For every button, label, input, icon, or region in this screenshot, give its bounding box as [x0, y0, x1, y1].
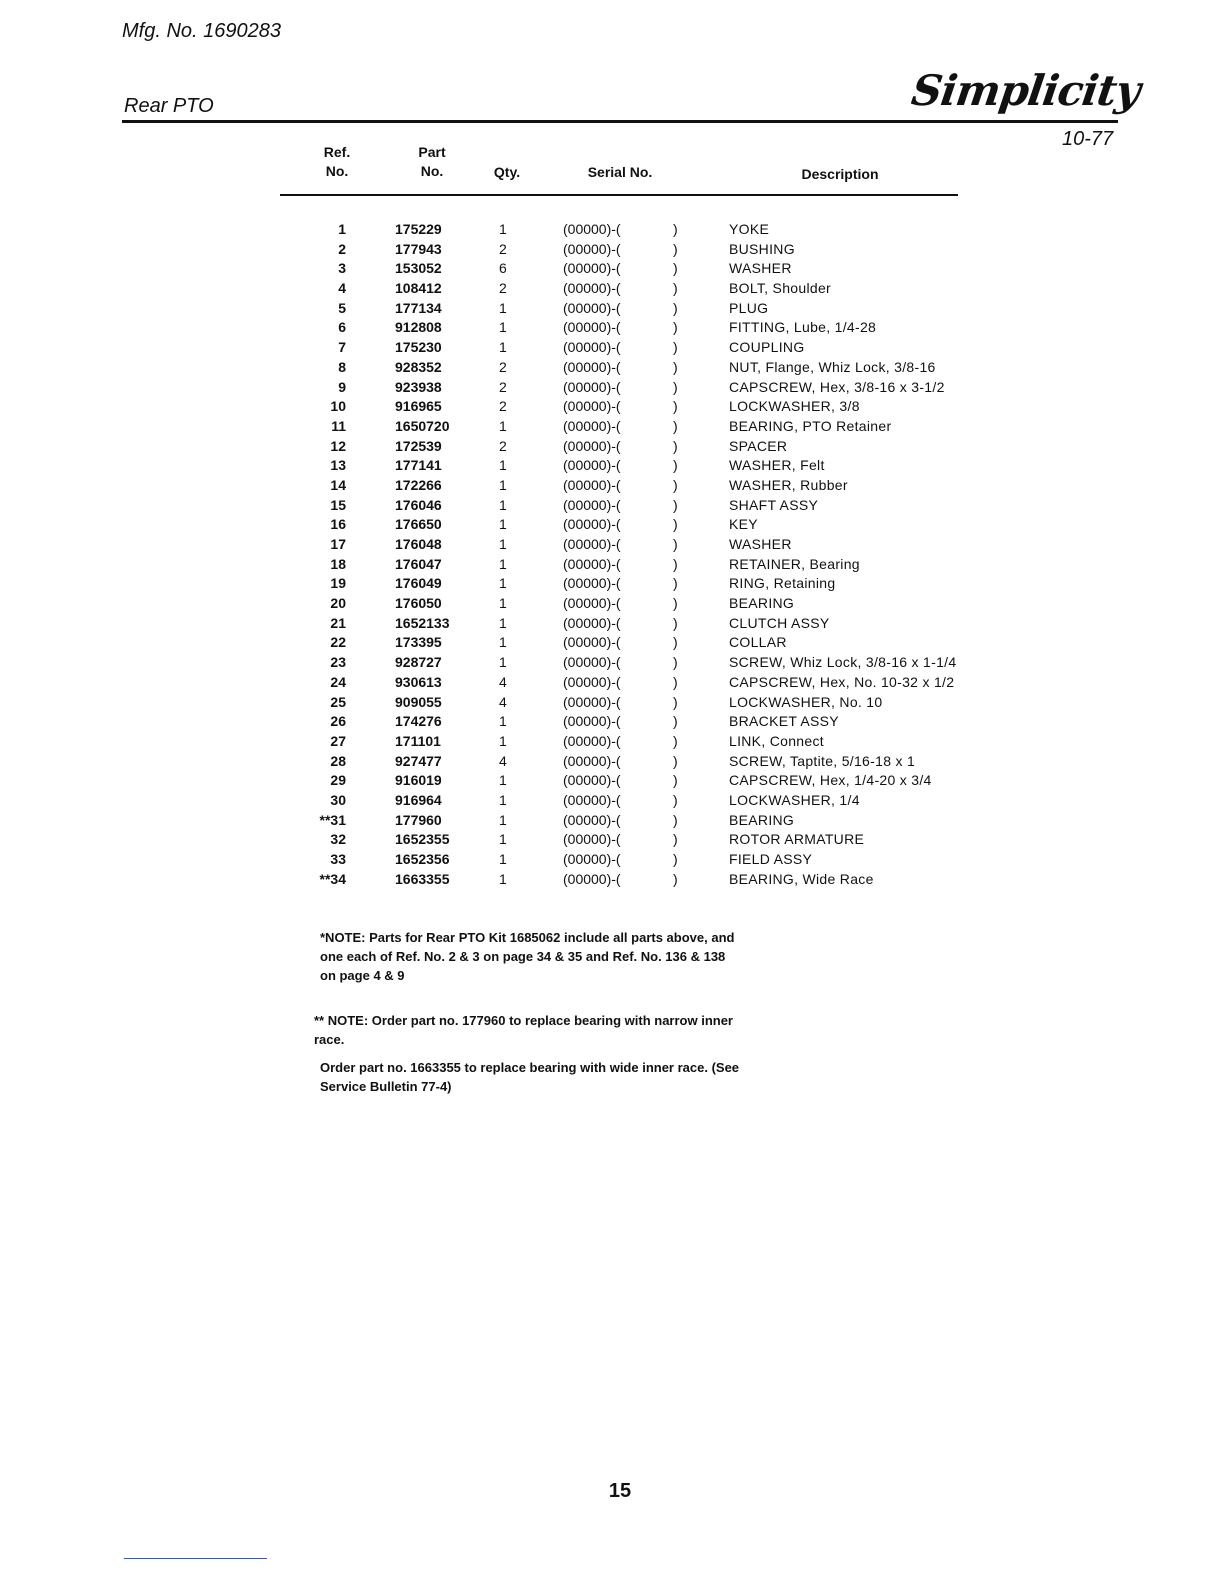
cell-ref: 22 [330, 634, 346, 651]
cell-ref: 19 [330, 575, 346, 592]
cell-part-no: 916964 [395, 791, 442, 808]
table-row [0, 811, 1224, 831]
cell-part-no: 923938 [395, 378, 442, 395]
cell-qty: 1 [499, 811, 507, 828]
cell-serial: (00000)-( [563, 831, 621, 848]
table-row [0, 653, 1224, 673]
cell-description: WASHER, Felt [729, 457, 825, 474]
cell-qty: 6 [499, 260, 507, 277]
cell-serial: (00000)-( [563, 437, 621, 454]
cell-serial: (00000)-( [563, 417, 621, 434]
table-row [0, 338, 1224, 358]
cell-description: CAPSCREW, Hex, 3/8-16 x 3-1/2 [729, 378, 945, 395]
cell-serial: (00000)-( [563, 693, 621, 710]
cell-ref: 16 [330, 516, 346, 533]
cell-ref: 30 [330, 791, 346, 808]
cell-serial-end: ) [673, 457, 678, 474]
cell-description: BEARING, Wide Race [729, 870, 874, 887]
table-row [0, 259, 1224, 279]
cell-serial: (00000)-( [563, 536, 621, 552]
cell-serial-end: ) [673, 811, 678, 828]
cell-qty: 2 [499, 358, 507, 375]
table-row [0, 633, 1224, 653]
cell-part-no: 174276 [395, 713, 442, 730]
cell-serial-end: ) [673, 673, 678, 690]
cell-qty: 1 [499, 575, 507, 592]
cell-part-no: 909055 [395, 693, 442, 710]
note-narrow-race: ** NOTE: Order part no. 177960 to replace bearing with narrow inner race. [314, 1013, 733, 1047]
table-row [0, 791, 1224, 811]
cell-qty: 2 [499, 280, 507, 297]
cell-qty: 1 [499, 417, 507, 434]
cell-description: BEARING, PTO Retainer [729, 417, 892, 434]
cell-serial: (00000)-( [563, 811, 621, 828]
cell-description: CLUTCH ASSY [729, 614, 830, 631]
cell-description: YOKE [729, 221, 770, 237]
table-row [0, 299, 1224, 319]
header-divider [122, 120, 1118, 123]
cell-serial-end: ) [673, 713, 678, 730]
footer-line [124, 1558, 267, 1559]
cell-serial-end: ) [673, 358, 678, 375]
cell-serial-end: ) [673, 221, 678, 237]
cell-description: WASHER [729, 260, 792, 277]
cell-description: BRACKET ASSY [729, 713, 839, 730]
cell-serial-end: ) [673, 516, 678, 533]
mfg-number: Mfg. No. 1690283 [122, 20, 281, 42]
cell-ref: 28 [330, 752, 346, 769]
cell-qty: 1 [499, 536, 507, 552]
cell-serial: (00000)-( [563, 358, 621, 375]
cell-serial: (00000)-( [563, 496, 621, 513]
cell-part-no: 153052 [395, 260, 442, 277]
cell-description: LINK, Connect [729, 732, 824, 749]
cell-part-no: 108412 [395, 280, 442, 297]
table-row [0, 220, 1224, 240]
cell-qty: 1 [499, 516, 507, 533]
cell-serial-end: ) [673, 339, 678, 356]
cell-serial: (00000)-( [563, 555, 621, 572]
cell-serial-end: ) [673, 634, 678, 651]
cell-description: BEARING [729, 811, 795, 828]
cell-description: COUPLING [729, 339, 805, 356]
cell-description: ROTOR ARMATURE [729, 831, 865, 848]
cell-description: SCREW, Taptite, 5/16-18 x 1 [729, 752, 916, 769]
cell-qty: 1 [499, 634, 507, 651]
cell-part-no: 928352 [395, 358, 442, 375]
cell-ref: 2 [338, 240, 346, 257]
cell-serial: (00000)-( [563, 851, 621, 867]
cell-part-no: 928727 [395, 654, 442, 671]
cell-part-no: 177134 [395, 299, 442, 316]
column-header-divider [280, 194, 958, 196]
cell-description: BOLT, Shoulder [729, 280, 831, 297]
cell-qty: 4 [499, 673, 507, 690]
cell-serial-end: ) [673, 536, 678, 552]
cell-serial-end: ) [673, 555, 678, 572]
cell-serial-end: ) [673, 851, 678, 867]
cell-serial: (00000)-( [563, 339, 621, 356]
cell-serial-end: ) [673, 693, 678, 710]
cell-description: NUT, Flange, Whiz Lock, 3/8-16 [729, 358, 936, 375]
cell-serial: (00000)-( [563, 221, 621, 237]
cell-part-no: 927477 [395, 752, 442, 769]
cell-serial: (00000)-( [563, 654, 621, 671]
cell-part-no: 172266 [395, 476, 442, 493]
cell-ref: 3 [338, 260, 346, 277]
table-row [0, 397, 1224, 417]
cell-description: KEY [729, 516, 758, 533]
cell-serial-end: ) [673, 280, 678, 297]
cell-serial: (00000)-( [563, 398, 621, 415]
cell-serial: (00000)-( [563, 673, 621, 690]
cell-part-no: 1652355 [395, 831, 450, 848]
cell-qty: 1 [499, 713, 507, 730]
brand-logo: Simplicity [908, 66, 1143, 115]
cell-description: RETAINER, Bearing [729, 555, 860, 572]
cell-serial-end: ) [673, 417, 678, 434]
cell-qty: 2 [499, 398, 507, 415]
cell-ref: 9 [338, 378, 346, 395]
column-header-serial: Serial No. [587, 164, 653, 180]
cell-serial-end: ) [673, 437, 678, 454]
cell-serial-end: ) [673, 595, 678, 612]
cell-serial-end: ) [673, 260, 678, 277]
cell-serial-end: ) [673, 614, 678, 631]
cell-serial: (00000)-( [563, 476, 621, 493]
cell-description: PLUG [729, 299, 769, 316]
table-row [0, 279, 1224, 299]
cell-ref: 21 [330, 614, 346, 631]
table-row [0, 870, 1224, 890]
cell-ref: 15 [330, 496, 346, 513]
cell-serial: (00000)-( [563, 260, 621, 277]
table-row [0, 614, 1224, 634]
cell-description: LOCKWASHER, 3/8 [729, 398, 860, 415]
cell-ref: 23 [330, 654, 346, 671]
cell-description: RING, Retaining [729, 575, 836, 592]
cell-part-no: 177141 [395, 457, 442, 474]
cell-description: COLLAR [729, 634, 787, 651]
table-row [0, 555, 1224, 575]
cell-ref: 7 [338, 339, 346, 356]
cell-ref: 25 [330, 693, 346, 710]
table-row [0, 693, 1224, 713]
cell-part-no: 1663355 [395, 870, 450, 887]
cell-serial: (00000)-( [563, 713, 621, 730]
cell-ref: 17 [330, 536, 346, 552]
cell-serial: (00000)-( [563, 752, 621, 769]
cell-ref: **34 [319, 870, 346, 887]
table-row [0, 752, 1224, 772]
cell-serial: (00000)-( [563, 870, 621, 887]
table-row [0, 378, 1224, 398]
table-row [0, 594, 1224, 614]
table-row [0, 712, 1224, 732]
cell-qty: 1 [499, 772, 507, 789]
table-row [0, 850, 1224, 870]
table-row [0, 535, 1224, 555]
cell-qty: 4 [499, 752, 507, 769]
cell-part-no: 930613 [395, 673, 442, 690]
cell-part-no: 1652133 [395, 614, 450, 631]
cell-ref: 20 [330, 595, 346, 612]
date-code: 10-77 [1062, 128, 1114, 150]
cell-qty: 1 [499, 339, 507, 356]
note-kit: *NOTE: Parts for Rear PTO Kit 1685062 include all parts above, and one each of Ref. No. 2 & 3 on page 34 & 35 and Ref. No. 136 & 138 on page 4 & 9 [320, 930, 735, 983]
cell-qty: 1 [499, 496, 507, 513]
cell-serial: (00000)-( [563, 634, 621, 651]
cell-serial-end: ) [673, 791, 678, 808]
page-number: 15 [608, 1480, 632, 1502]
cell-serial: (00000)-( [563, 516, 621, 533]
cell-ref: **31 [319, 811, 346, 828]
cell-description: BEARING [729, 595, 795, 612]
cell-ref: 13 [330, 457, 346, 474]
table-row [0, 732, 1224, 752]
cell-qty: 1 [499, 732, 507, 749]
cell-serial-end: ) [673, 378, 678, 395]
table-row [0, 574, 1224, 594]
cell-ref: 26 [330, 713, 346, 730]
column-header-part: Part No. [418, 144, 446, 179]
cell-serial: (00000)-( [563, 595, 621, 612]
cell-serial: (00000)-( [563, 575, 621, 592]
cell-serial-end: ) [673, 870, 678, 887]
cell-qty: 4 [499, 693, 507, 710]
cell-qty: 1 [499, 870, 507, 887]
cell-part-no: 175230 [395, 339, 442, 356]
cell-description: SCREW, Whiz Lock, 3/8-16 x 1-1/4 [729, 654, 957, 671]
cell-serial-end: ) [673, 299, 678, 316]
section-title: Rear PTO [124, 95, 214, 117]
cell-qty: 1 [499, 851, 507, 867]
cell-part-no: 1652356 [395, 851, 450, 867]
cell-ref: 4 [338, 280, 346, 297]
table-row [0, 830, 1224, 850]
cell-part-no: 916019 [395, 772, 442, 789]
cell-description: LOCKWASHER, No. 10 [729, 693, 883, 710]
cell-part-no: 175229 [395, 221, 442, 237]
table-row [0, 417, 1224, 437]
cell-serial: (00000)-( [563, 378, 621, 395]
cell-ref: 8 [338, 358, 346, 375]
cell-ref: 32 [330, 831, 346, 848]
cell-part-no: 916965 [395, 398, 442, 415]
cell-qty: 1 [499, 299, 507, 316]
cell-serial: (00000)-( [563, 457, 621, 474]
cell-part-no: 172539 [395, 437, 442, 454]
table-row [0, 771, 1224, 791]
cell-serial-end: ) [673, 772, 678, 789]
table-row [0, 515, 1224, 535]
table-row [0, 673, 1224, 693]
cell-qty: 1 [499, 221, 507, 237]
cell-serial-end: ) [673, 240, 678, 257]
cell-serial: (00000)-( [563, 772, 621, 789]
column-header-qty: Qty. [493, 164, 521, 180]
cell-part-no: 177943 [395, 240, 442, 257]
cell-serial-end: ) [673, 752, 678, 769]
cell-ref: 27 [330, 732, 346, 749]
table-row [0, 437, 1224, 457]
table-row [0, 318, 1224, 338]
table-row [0, 240, 1224, 260]
cell-qty: 2 [499, 378, 507, 395]
note-wide-race: Order part no. 1663355 to replace bearing with wide inner race. (See Service Bulletin 77-4) [320, 1060, 740, 1094]
cell-part-no: 173395 [395, 634, 442, 651]
cell-serial-end: ) [673, 476, 678, 493]
cell-part-no: 176650 [395, 516, 442, 533]
cell-description: LOCKWASHER, 1/4 [729, 791, 860, 808]
cell-qty: 1 [499, 614, 507, 631]
cell-serial: (00000)-( [563, 791, 621, 808]
column-header-ref: Ref. No. [323, 144, 351, 179]
cell-ref: 12 [330, 437, 346, 454]
cell-qty: 2 [499, 240, 507, 257]
cell-description: SPACER [729, 437, 788, 454]
cell-qty: 1 [499, 654, 507, 671]
cell-serial-end: ) [673, 575, 678, 592]
cell-serial-end: ) [673, 496, 678, 513]
table-row [0, 476, 1224, 496]
cell-description: SHAFT ASSY [729, 496, 819, 513]
cell-qty: 1 [499, 457, 507, 474]
cell-ref: 14 [330, 476, 346, 493]
table-row [0, 456, 1224, 476]
cell-serial-end: ) [673, 398, 678, 415]
cell-ref: 11 [331, 417, 346, 434]
cell-qty: 2 [499, 437, 507, 454]
cell-qty: 1 [499, 595, 507, 612]
cell-serial: (00000)-( [563, 319, 621, 336]
parts-table [0, 220, 1224, 889]
cell-ref: 29 [330, 772, 346, 789]
cell-description: WASHER [729, 536, 792, 552]
cell-part-no: 176050 [395, 595, 442, 612]
cell-qty: 1 [499, 831, 507, 848]
cell-description: BUSHING [729, 240, 795, 257]
cell-serial: (00000)-( [563, 240, 621, 257]
table-row [0, 358, 1224, 378]
cell-serial: (00000)-( [563, 299, 621, 316]
cell-serial: (00000)-( [563, 732, 621, 749]
cell-serial: (00000)-( [563, 614, 621, 631]
cell-description: CAPSCREW, Hex, No. 10-32 x 1/2 [729, 673, 955, 690]
cell-ref: 5 [338, 299, 346, 316]
cell-ref: 6 [338, 319, 346, 336]
cell-qty: 1 [499, 555, 507, 572]
cell-description: FITTING, Lube, 1/4-28 [729, 319, 877, 336]
cell-part-no: 176047 [395, 555, 442, 572]
cell-part-no: 176046 [395, 496, 442, 513]
cell-qty: 1 [499, 791, 507, 808]
cell-ref: 10 [330, 398, 346, 415]
cell-description: WASHER, Rubber [729, 476, 848, 493]
cell-ref: 33 [330, 851, 346, 867]
cell-part-no: 176049 [395, 575, 442, 592]
cell-part-no: 176048 [395, 536, 442, 552]
cell-description: FIELD ASSY [729, 851, 813, 867]
cell-serial: (00000)-( [563, 280, 621, 297]
cell-serial-end: ) [673, 732, 678, 749]
table-row [0, 496, 1224, 516]
cell-part-no: 912808 [395, 319, 442, 336]
cell-ref: 24 [330, 673, 346, 690]
cell-serial-end: ) [673, 319, 678, 336]
cell-serial-end: ) [673, 654, 678, 671]
cell-ref: 18 [330, 555, 346, 572]
cell-part-no: 177960 [395, 811, 442, 828]
cell-qty: 1 [499, 319, 507, 336]
cell-qty: 1 [499, 476, 507, 493]
column-header-description: Description [801, 166, 879, 182]
cell-part-no: 1650720 [395, 417, 450, 434]
cell-part-no: 171101 [395, 732, 441, 749]
cell-ref: 1 [338, 221, 346, 237]
cell-description: CAPSCREW, Hex, 1/4-20 x 3/4 [729, 772, 932, 789]
cell-serial-end: ) [673, 831, 678, 848]
